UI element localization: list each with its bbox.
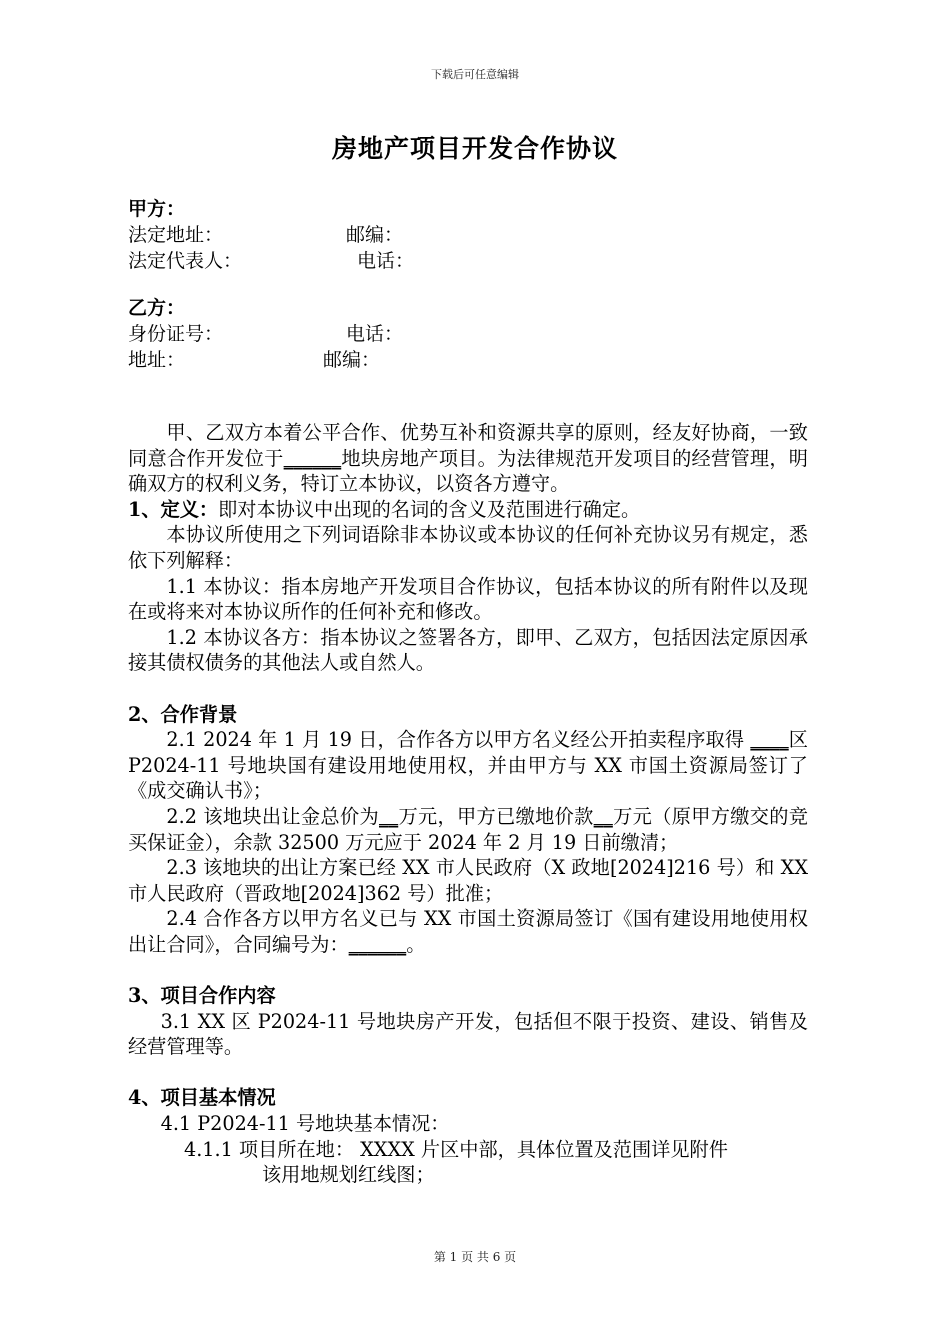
clause-4-1-1: 4.1.1 项目所在地： XXXX 片区中部，具体位置及范围详见附件 — [184, 1137, 728, 1161]
clause-3-1: 3.1 XX 区 P2024-11 号地块房产开发，包括但不限于投资、建设、销售及经营管理等。 — [128, 1009, 808, 1059]
clause-2-2-text-2: 万元，甲方已缴地价款 — [398, 804, 594, 828]
document-title: 房地产项目开发合作协议 — [331, 134, 618, 163]
clause-1-1: 1.1 本协议：指本房地产开发项目合作协议，包括本协议的所有附件以及现在或将来对本协议所作的任何补充和修改。 — [128, 574, 808, 624]
clause-4-1-1-continued: 该用地规划红线图； — [262, 1163, 435, 1187]
party-a-rep-label: 法定代表人： — [128, 250, 243, 272]
clause-2-2-text-1: 2.2 该地块出让金总价为 — [166, 804, 379, 828]
clause-2-4-blank: ______ — [348, 932, 407, 956]
clause-2-2 — [128, 804, 808, 855]
clause-2-2-blank-2: __ — [593, 804, 613, 828]
clause-2-1 — [128, 727, 808, 804]
intro-text-2: 地块房地产项目。为法律规范开发项目的经营管理，明确双方的权利义务，特订立本协议，以资各方遵守。 — [128, 446, 808, 496]
section-1-heading-rest: 即对本协议中出现的名词的含义及范围进行确定。 — [218, 497, 641, 521]
section-2-heading: 2、合作背景 — [128, 702, 238, 726]
section-1-heading: 1、定义： — [128, 497, 219, 521]
header-note: 下载后可任意编辑 — [431, 68, 519, 81]
section-3-heading: 3、项目合作内容 — [128, 984, 276, 1008]
party-b-phone-label: 电话： — [346, 323, 404, 345]
party-a-postcode-label: 邮编： — [346, 224, 404, 246]
agreement-body — [128, 420, 808, 1188]
clause-2-1-text-2: 区 P2024-11 号地块国有建设用地使用权，并由甲方与 XX 市国土资源局签订了《成交确认书》； — [128, 728, 808, 803]
party-b-heading: 乙方： — [128, 297, 186, 319]
clause-2-2-blank-1: __ — [378, 804, 399, 828]
party-b-postcode-label: 邮编： — [323, 349, 381, 371]
party-a-phone-label: 电话： — [357, 250, 415, 272]
clause-2-3: 2.3 该地块的出让方案已经 XX 市人民政府（X 政地[2024]216 号）和 XX 市人民政府（晋政地[2024]362 号）批准； — [128, 856, 808, 905]
clause-2-4-text-1: 2.4 合作各方以甲方名义已与 XX 市国土资源局签订《国有建设用地使用权出让合同》，合同编号为： — [128, 907, 808, 956]
intro-paragraph — [128, 420, 808, 497]
intro-blank: ______ — [283, 446, 342, 470]
clause-2-4-text-2: 。 — [406, 932, 426, 956]
intro-text-1: 甲、乙双方本着公平合作、优势互补和资源共享的原则，经友好协商，一致同意合作开发位于 — [128, 421, 808, 470]
page-footer: 第 1 页 共 6 页 — [433, 1250, 517, 1264]
party-b-address-label: 地址： — [128, 349, 186, 371]
section-1-paragraph: 本协议所使用之下列词语除非本协议或本协议的任何补充协议另有规定，悉依下列解释： — [128, 523, 808, 572]
party-a-heading: 甲方： — [128, 198, 186, 220]
clause-2-2-text-3: 万元（原甲方缴交的竞买保证金），余款 32500 万元应于 2024 年 2 月 19 日前缴清； — [128, 804, 808, 854]
section-4-heading: 4、项目基本情况 — [128, 1086, 276, 1110]
clause-1-2: 1.2 本协议各方：指本协议之签署各方，即甲、乙双方，包括因法定原因承接其债权债务的其他法人或自然人。 — [128, 625, 808, 675]
clause-2-1-blank: ____ — [750, 728, 789, 752]
clause-4-1: 4.1 P2024-11 号地块基本情况： — [160, 1112, 450, 1136]
party-b-id-label: 身份证号： — [128, 323, 224, 345]
party-a-address-label: 法定地址： — [128, 224, 224, 246]
clause-2-4 — [128, 906, 808, 957]
clause-2-1-text-1: 2.1 2024 年 1 月 19 日，合作各方以甲方名义经公开拍卖程序取得 — [166, 728, 751, 752]
section-1-heading-line — [128, 497, 808, 523]
